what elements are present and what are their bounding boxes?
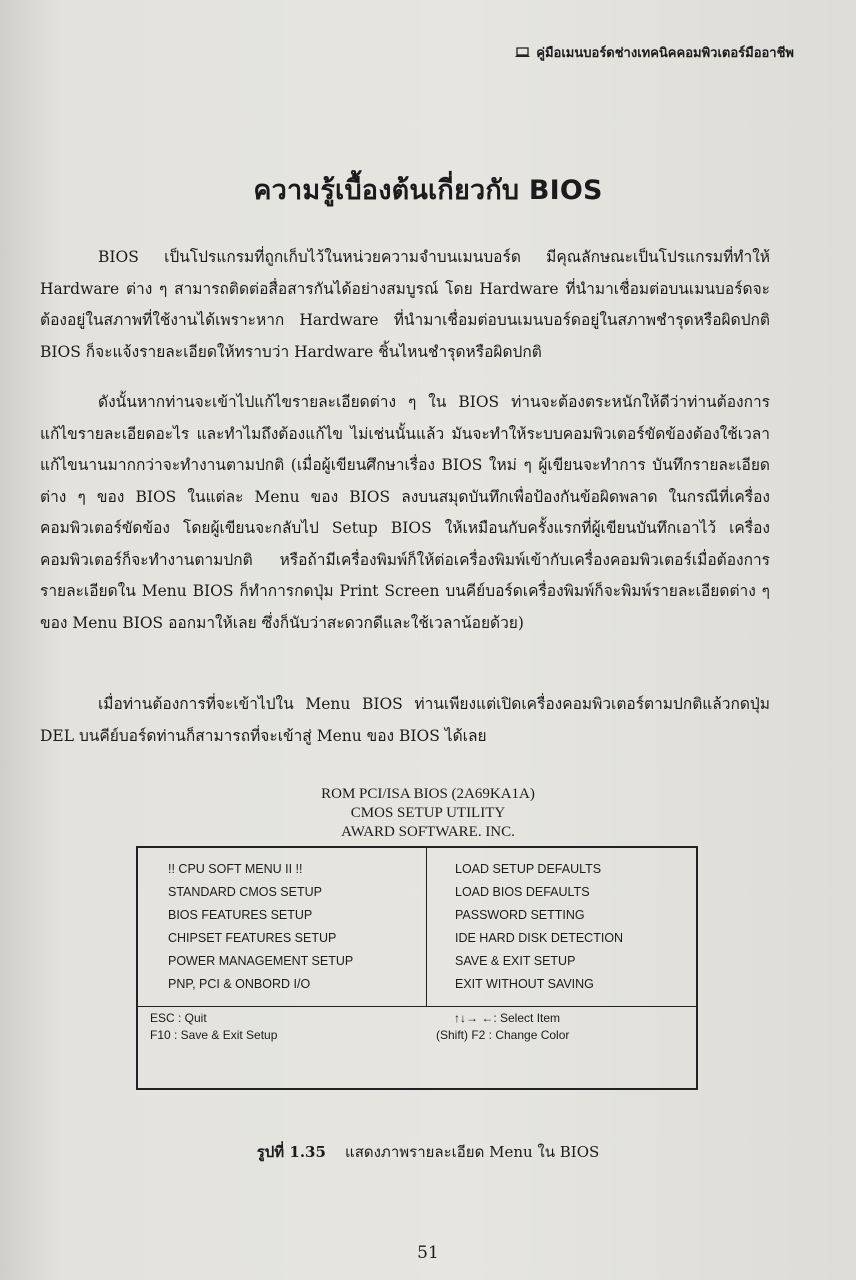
running-header xyxy=(515,42,794,63)
bios-menu-password-setting: PASSWORD SETTING xyxy=(455,908,585,922)
bios-menu-bios-features: BIOS FEATURES SETUP xyxy=(168,908,313,922)
bios-heading-line-3: AWARD SOFTWARE. INC. xyxy=(341,824,515,840)
page-number: 51 xyxy=(417,1243,439,1263)
bios-menu-exit-without-saving: EXIT WITHOUT SAVING xyxy=(455,977,594,991)
bios-menu-load-bios-defaults: LOAD BIOS DEFAULTS xyxy=(455,885,590,899)
bios-key-f10: F10 : Save & Exit Setup xyxy=(150,1028,278,1042)
paragraph-1: BIOS เป็นโปรแกรมที่ถูกเก็บไว้ในหน่วยความจำบนเมนบอร์ด มีคุณลักษณะเป็นโปรแกรมที่ทำให้ Hardware ต่าง ๆ สามารถติดต่อสื่อสารกันได้อย่างสมบูรณ์ โดย Hardware ที่นำมาเชื่อมต่อบนเมนบอร์ดจะต้องอยู่ในสภาพที่ใช้งานได้เพราะหาก Hardware ที่นำมาเชื่อมต่อบนเมนบอร์ดอยู่ในสภาพชำรุดหรือผิดปกติ BIOS ก็จะแจ้งรายละเอียดให้ทราบว่า Hardware ชิ้นไหนชำรุดหรือผิดปกติ xyxy=(40,248,770,361)
figure-label: รูปที่ 1.35 xyxy=(256,1143,326,1161)
bios-key-esc: ESC : Quit xyxy=(150,1011,207,1025)
bios-key-arrows: ↑↓→ ←: Select Item xyxy=(454,1011,561,1025)
bios-menu-power-management: POWER MANAGEMENT SETUP xyxy=(168,954,354,968)
figure-text: แสดงภาพรายละเอียด Menu ใน BIOS xyxy=(345,1143,600,1161)
bios-menu-screen xyxy=(136,846,698,1090)
bios-menu-ide-detection: IDE HARD DISK DETECTION xyxy=(455,931,624,945)
bios-menu-load-setup-defaults: LOAD SETUP DEFAULTS xyxy=(455,862,602,876)
bios-menu-chipset-features: CHIPSET FEATURES SETUP xyxy=(168,931,337,945)
bios-right-menu xyxy=(455,858,623,996)
bios-heading-line-1: ROM PCI/ISA BIOS (2A69KA1A) xyxy=(321,786,535,802)
bios-menu-save-exit: SAVE & EXIT SETUP xyxy=(455,954,576,968)
bios-heading-line-2: CMOS SETUP UTILITY xyxy=(350,805,506,821)
bios-column-divider xyxy=(426,848,427,1006)
bios-heading xyxy=(0,785,856,842)
page-title: ความรู้เบื้องต้นเกี่ยวกับ BIOS xyxy=(253,175,603,206)
paragraph-3: เมื่อท่านต้องการที่จะเข้าไปใน Menu BIOS ท่านเพียงแต่เปิดเครื่องคอมพิวเตอร์ตามปกติแล้วกดปุ่ม DEL บนคีย์บอร์ดท่านก็สามารถที่จะเข้าสู่ Menu ของ BIOS ได้เลย xyxy=(40,695,770,745)
bios-menu-cpu-soft-menu: !! CPU SOFT MENU II !! xyxy=(168,862,303,876)
header-text: คู่มือเมนบอร์ดช่างเทคนิคคอมพิวเตอร์มืออาชีพ xyxy=(536,46,794,61)
figure-caption xyxy=(0,1140,856,1164)
bios-left-menu xyxy=(168,858,353,996)
laptop-icon xyxy=(515,47,530,58)
bios-footer-divider xyxy=(138,1006,696,1007)
paragraph-2: ดังนั้นหากท่านจะเข้าไปแก้ไขรายละเอียดต่าง ๆ ใน BIOS ท่านจะต้องตระหนักให้ดีว่าท่านต้องการแก้ไขรายละเอียดอะไร และทำไมถึงต้องแก้ไข ไม่เช่นนั้นแล้ว มันจะทำให้ระบบคอมพิวเตอร์ขัดข้องต้องใช้เวลาแก้ไขนานมากกว่าจะทำงานตามปกติ (เมื่อผู้เขียนศึกษาเรื่อง BIOS ใหม่ ๆ ผู้เขียนจะทำการ บันทึกรายละเอียดต่าง ๆ ของ BIOS ในแต่ละ Menu ของ BIOS ลงบนสมุดบันทึกเพื่อป้องกันข้อผิดพลาด ในกรณีที่เครื่องคอมพิวเตอร์ขัดข้อง โดยผู้เขียนจะกลับไป Setup BIOS ให้เหมือนกับครั้งแรกที่ผู้เขียนบันทึกเอาไว้ เครื่องคอมพิวเตอร์ก็จะทำงานตามปกติ หรือถ้ามีเครื่องพิมพ์ก็ให้ต่อเครื่องพิมพ์เข้ากับเครื่องคอมพิวเตอร์เมื่อต้องการรายละเอียดใน Menu BIOS ก็ทำการกดปุ่ม Print Screen บนคีย์บอร์ดเครื่องพิมพ์ก็จะพิมพ์รายละเอียดต่าง ๆ ของ Menu BIOS ออกมาให้เลย ซึ่งก็นับว่าสะดวกดีและใช้เวลาน้อยด้วย) xyxy=(40,393,770,632)
bios-menu-pnp-pci: PNP, PCI & ONBORD I/O xyxy=(168,977,311,991)
bios-key-shift-f2: (Shift) F2 : Change Color xyxy=(436,1028,570,1042)
bios-menu-standard-cmos: STANDARD CMOS SETUP xyxy=(168,885,322,899)
